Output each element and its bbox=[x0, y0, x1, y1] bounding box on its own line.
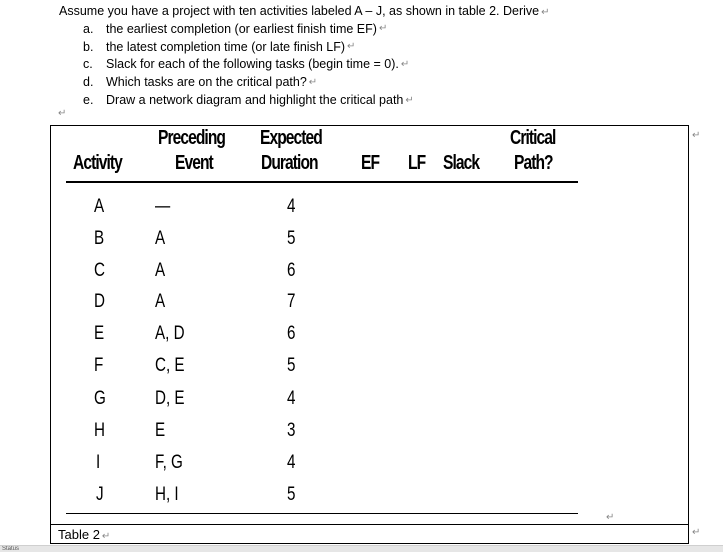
list-text: Which tasks are on the critical path? bbox=[106, 75, 307, 90]
list-item bbox=[83, 56, 414, 74]
cell-duration: 7 bbox=[287, 291, 296, 312]
cell-duration: 4 bbox=[287, 452, 296, 473]
list-letter: e. bbox=[83, 93, 94, 108]
status-bar bbox=[0, 545, 723, 552]
list-item bbox=[83, 38, 414, 56]
list-text: Draw a network diagram and highlight the critical path bbox=[106, 93, 404, 108]
header-path: Path? bbox=[514, 152, 553, 174]
header-preceding: Preceding bbox=[158, 127, 226, 149]
cell-activity: E bbox=[94, 323, 105, 344]
cell-activity: J bbox=[96, 484, 104, 505]
list-text: Slack for each of the following tasks (begin time = 0). bbox=[106, 57, 399, 72]
intro-paragraph bbox=[59, 2, 550, 22]
cell-end-mark-icon: ↵ bbox=[606, 512, 615, 523]
paragraph-mark-icon: ↵ bbox=[541, 7, 550, 18]
cell-duration: 6 bbox=[287, 323, 296, 344]
cell-preceding: C, E bbox=[155, 355, 185, 376]
list-text: the earliest completion (or earliest finish time EF) bbox=[106, 21, 377, 36]
cell-preceding: A bbox=[155, 228, 166, 249]
cell-activity: C bbox=[94, 260, 105, 281]
header-lf: LF bbox=[408, 152, 426, 174]
cell-activity: D bbox=[94, 291, 105, 312]
list-letter: b. bbox=[83, 39, 94, 54]
cell-preceding: A bbox=[155, 291, 166, 312]
paragraph-mark-icon: ↵ bbox=[400, 58, 410, 70]
cell-end-mark-icon: ↵ bbox=[692, 527, 701, 538]
header-ef: EF bbox=[361, 152, 380, 174]
cell-preceding: E bbox=[155, 420, 166, 441]
cell-activity: H bbox=[94, 420, 105, 441]
list-letter: c. bbox=[83, 57, 93, 72]
cell-activity: B bbox=[94, 228, 105, 249]
cell-preceding: A, D bbox=[155, 323, 185, 344]
list-letter: a. bbox=[83, 21, 94, 36]
cell-duration: 5 bbox=[287, 355, 296, 376]
paragraph-mark-icon: ↵ bbox=[347, 41, 356, 53]
cell-duration: 4 bbox=[287, 196, 296, 217]
cell-activity: I bbox=[96, 452, 101, 473]
header-event: Event bbox=[175, 152, 213, 174]
list-item bbox=[83, 73, 414, 91]
cell-activity: A bbox=[94, 196, 105, 217]
header-activity: Activity bbox=[73, 152, 122, 174]
paragraph-mark-icon: ↵ bbox=[58, 108, 67, 119]
table-frame bbox=[50, 125, 689, 525]
cell-preceding: A bbox=[155, 260, 166, 281]
cell-end-mark-icon: ↵ bbox=[101, 531, 111, 542]
list-text: the latest completion time (or late finish LF) bbox=[106, 39, 345, 54]
header-rule bbox=[66, 181, 578, 183]
cell-activity: G bbox=[94, 388, 106, 409]
cell-duration: 6 bbox=[287, 260, 296, 281]
list-item bbox=[83, 20, 414, 38]
cell-preceding: F, G bbox=[155, 452, 183, 473]
header-duration: Duration bbox=[261, 152, 318, 174]
paragraph-mark-icon: ↵ bbox=[308, 76, 318, 88]
cell-preceding: H, I bbox=[155, 484, 179, 505]
status-text: Status bbox=[2, 546, 20, 552]
cell-duration: 3 bbox=[287, 420, 296, 441]
header-expected: Expected bbox=[260, 127, 322, 149]
cell-preceding: — bbox=[155, 196, 171, 217]
list-item bbox=[83, 91, 414, 109]
task-list bbox=[83, 20, 414, 109]
table-caption bbox=[50, 524, 689, 544]
cell-duration: 5 bbox=[287, 228, 296, 249]
bottom-rule bbox=[66, 513, 578, 514]
cell-end-mark-icon: ↵ bbox=[692, 130, 701, 141]
cell-duration: 5 bbox=[287, 484, 296, 505]
list-letter: d. bbox=[83, 75, 94, 90]
cell-duration: 4 bbox=[287, 388, 296, 409]
header-slack: Slack bbox=[443, 152, 480, 174]
cell-activity: F bbox=[94, 355, 104, 376]
cell-preceding: D, E bbox=[155, 388, 185, 409]
intro-text: Assume you have a project with ten activities labeled A – J, as shown in table 2. Derive bbox=[59, 4, 540, 18]
paragraph-mark-icon: ↵ bbox=[378, 23, 388, 35]
caption-text: Table 2 bbox=[58, 527, 100, 542]
paragraph-mark-icon: ↵ bbox=[405, 94, 414, 106]
header-critical: Critical bbox=[510, 127, 556, 149]
